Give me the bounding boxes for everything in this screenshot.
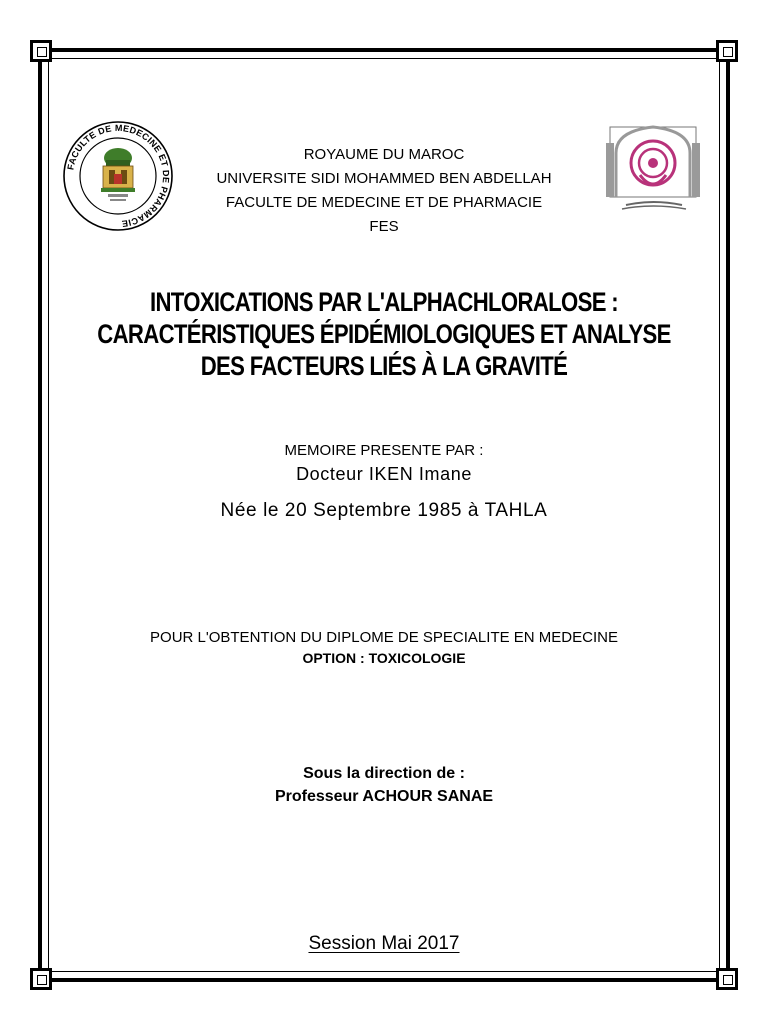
memoire-label: MEMOIRE PRESENTE PAR : — [284, 442, 484, 459]
author-name: Docteur IKEN Imane — [296, 464, 472, 484]
author-birth: Née le 20 Septembre 1985 à TAHLA — [220, 500, 548, 521]
direction-label: Sous la direction de : — [303, 765, 465, 782]
frame-corner-bottom-right — [716, 968, 738, 990]
session-text: Session Mai 2017 — [308, 933, 460, 954]
seal-ring-text: FACULTE DE MEDECINE ET DE PHARMACIE — [65, 122, 172, 229]
frame-corner-top-left — [30, 40, 52, 62]
faculty-name: FACULTE DE MEDECINE ET DE PHARMACIE — [225, 194, 543, 211]
title-line-1: INTOXICATIONS PAR L'ALPHACHLORALOSE : — [149, 287, 619, 317]
thesis-title — [69, 286, 699, 382]
frame-corner-top-right — [716, 40, 738, 62]
title-line-3: DES FACTEURS LIÉS À LA GRAVITÉ — [200, 351, 568, 381]
title-line-2: CARACTÉRISTIQUES ÉPIDÉMIOLOGIQUES ET ANALYSE — [97, 319, 671, 349]
diploma-option: OPTION : TOXICOLOGIE — [302, 650, 466, 666]
supervisor-name: Professeur ACHOUR SANAE — [274, 788, 494, 805]
diploma-line: POUR L'OBTENTION DU DIPLOME DE SPECIALITE EN MEDECINE — [150, 629, 618, 646]
city-name: FES — [369, 218, 399, 235]
university-name: UNIVERSITE SIDI MOHAMMED BEN ABDELLAH — [216, 170, 552, 187]
frame-corner-bottom-left — [30, 968, 52, 990]
kingdom-name: ROYAUME DU MAROC — [303, 146, 465, 163]
institution-header — [0, 143, 768, 239]
session-line — [0, 933, 768, 955]
